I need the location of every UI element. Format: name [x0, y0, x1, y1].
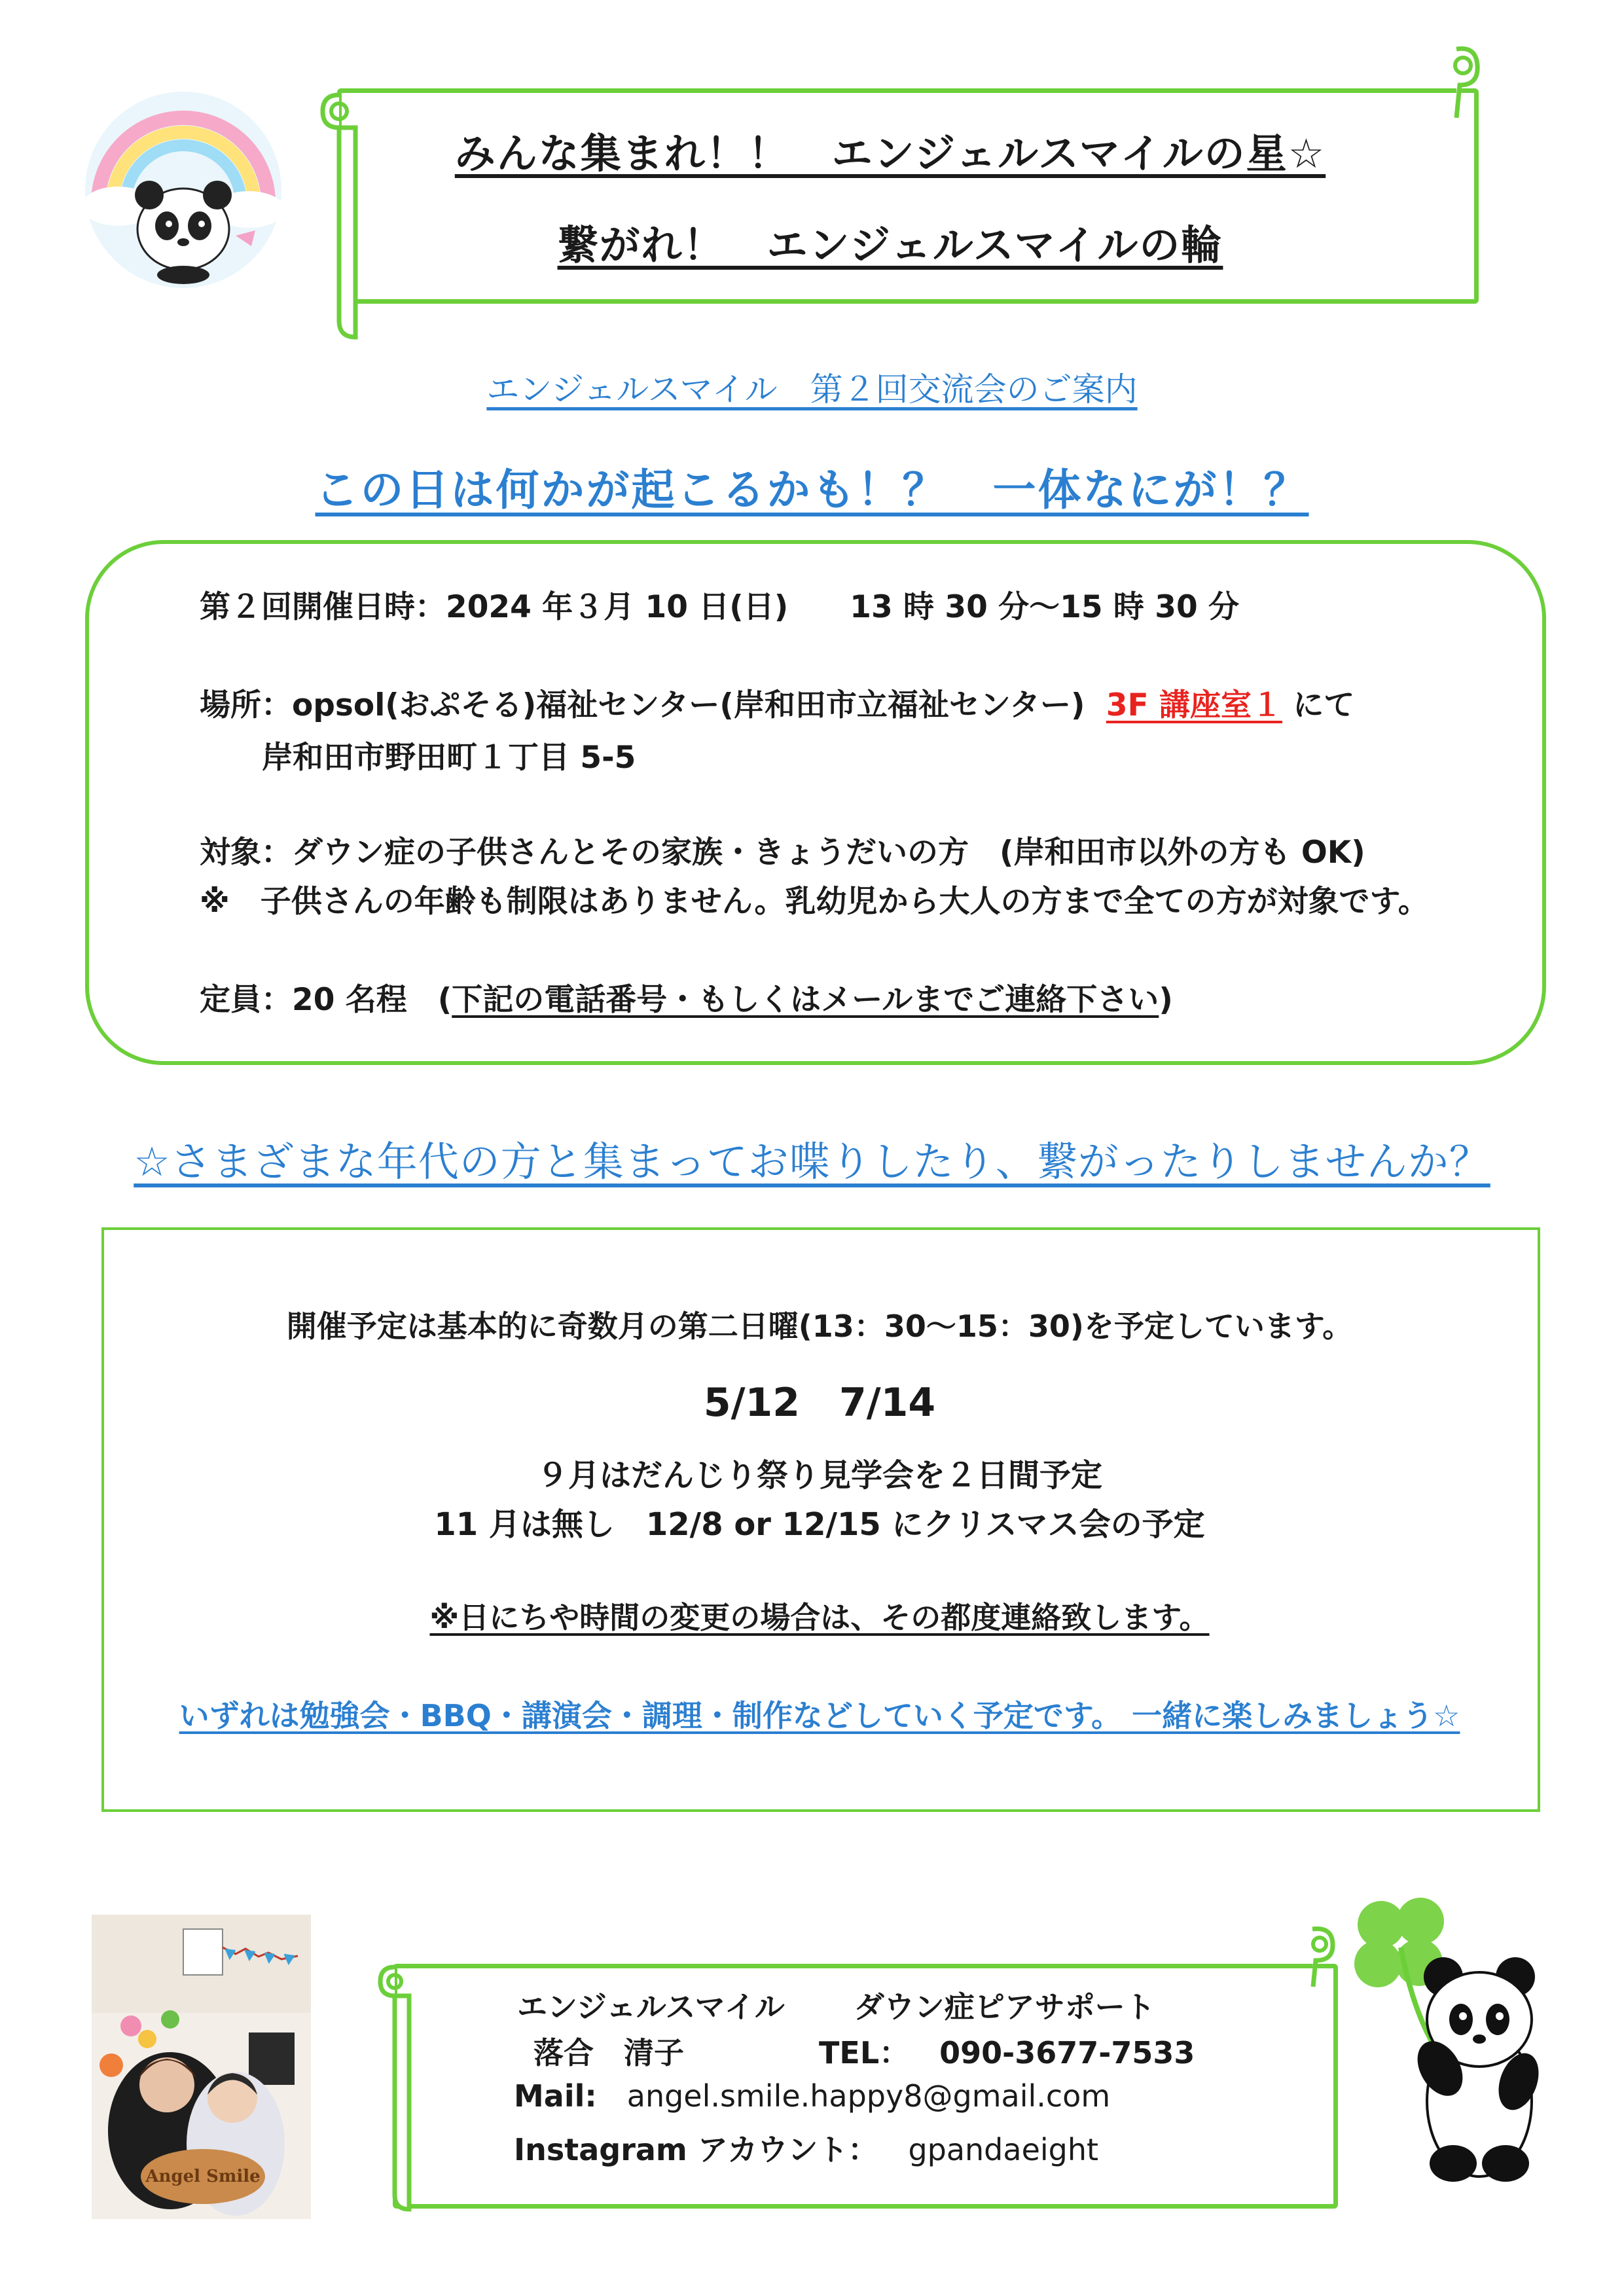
- contact-org: [517, 1983, 1155, 2027]
- schedule-dates: 5/12 7/14: [703, 1380, 936, 1426]
- contact-instagram: [514, 2126, 1098, 2169]
- contact-mail: [514, 2078, 1110, 2114]
- event-target: 対象：ダウン症の子供さんとその家族・きょうだいの方 (岸和田市以外の方も OK): [200, 835, 1365, 871]
- members-photo: [92, 1915, 311, 2219]
- mail-address[interactable]: angel.smile.happy8@gmail.com: [626, 2078, 1111, 2114]
- instagram-account[interactable]: gpandaeight: [908, 2132, 1099, 2167]
- capacity-text: 定員：20 名程 (: [200, 982, 452, 1018]
- schedule-november: 11 月は無し 12/8 or 12/15 にクリスマス会の予定: [434, 1506, 1205, 1543]
- event-address: 岸和田市野田町１丁目 5-5: [262, 740, 636, 776]
- schedule-future-plan: いずれは勉強会・BBQ・講演会・調理・制作などしていく予定です。 一緒に楽しみましょう☆: [179, 1698, 1460, 1733]
- header-title-line-1: みんな集まれ！！ エンジェルスマイルの星☆: [454, 130, 1326, 177]
- panda-rainbow-illustration: [72, 79, 295, 301]
- contact-name: 落合 清子: [533, 2035, 684, 2070]
- org-description: ダウン症ピアサポート: [854, 1989, 1155, 2025]
- event-place: [200, 681, 1354, 725]
- tel-number[interactable]: 090-3677-7533: [939, 2035, 1195, 2070]
- invitation-text: ☆さまざまな年代の方と集まってお喋りしたり、繋がったりしませんか？: [134, 1138, 1490, 1185]
- schedule-change-note: ※日にちや時間の変更の場合は、その都度連絡致します。: [429, 1600, 1210, 1635]
- contact-person: [533, 2029, 1195, 2072]
- capacity-contact: 下記の電話番号・もしくはメールまでご連絡下さい: [452, 982, 1159, 1018]
- header-scroll-curl-right: [1437, 39, 1489, 124]
- event-datetime: 第２回開催日時：2024 年３月 10 日(日) 13 時 30 分～15 時 30 分: [200, 589, 1240, 625]
- mail-label: Mail:: [514, 2078, 597, 2114]
- event-subtitle: エンジェルスマイル 第２回交流会のご案内: [486, 370, 1138, 408]
- contact-scroll-curl-right: [1296, 1921, 1342, 1993]
- instagram-label: Instagram アカウント：: [514, 2132, 878, 2167]
- schedule-plan: 開催予定は基本的に奇数月の第二日曜(13：30～15：30)を予定しています。: [286, 1309, 1353, 1344]
- panda-clover-illustration: [1342, 1885, 1558, 2186]
- place-name: 場所：opsol(おぷそる)福祉センター(岸和田市立福祉センター): [200, 687, 1085, 723]
- tel-label: TEL：: [819, 2035, 910, 2070]
- event-capacity: [200, 975, 1173, 1019]
- header-title-line-2: 繋がれ！ エンジェルスマイルの輪: [557, 221, 1223, 269]
- place-suffix: にて: [1293, 687, 1355, 723]
- schedule-september: ９月はだんじり祭り見学会を２日間予定: [536, 1457, 1102, 1494]
- photo-sign-text: Angel Smile: [145, 2167, 261, 2186]
- event-note: ※ 子供さんの年齢も制限はありません。乳幼児から大人の方まで全ての方が対象です。: [200, 884, 1429, 920]
- catchphrase: この日は何かが起こるかも！？ 一体なにが！？: [315, 465, 1309, 515]
- capacity-close: ): [1159, 982, 1173, 1018]
- org-name: エンジェルスマイル: [517, 1989, 785, 2025]
- contact-scroll-curl-left: [376, 1954, 422, 2216]
- place-room: 3F 講座室１: [1106, 687, 1283, 723]
